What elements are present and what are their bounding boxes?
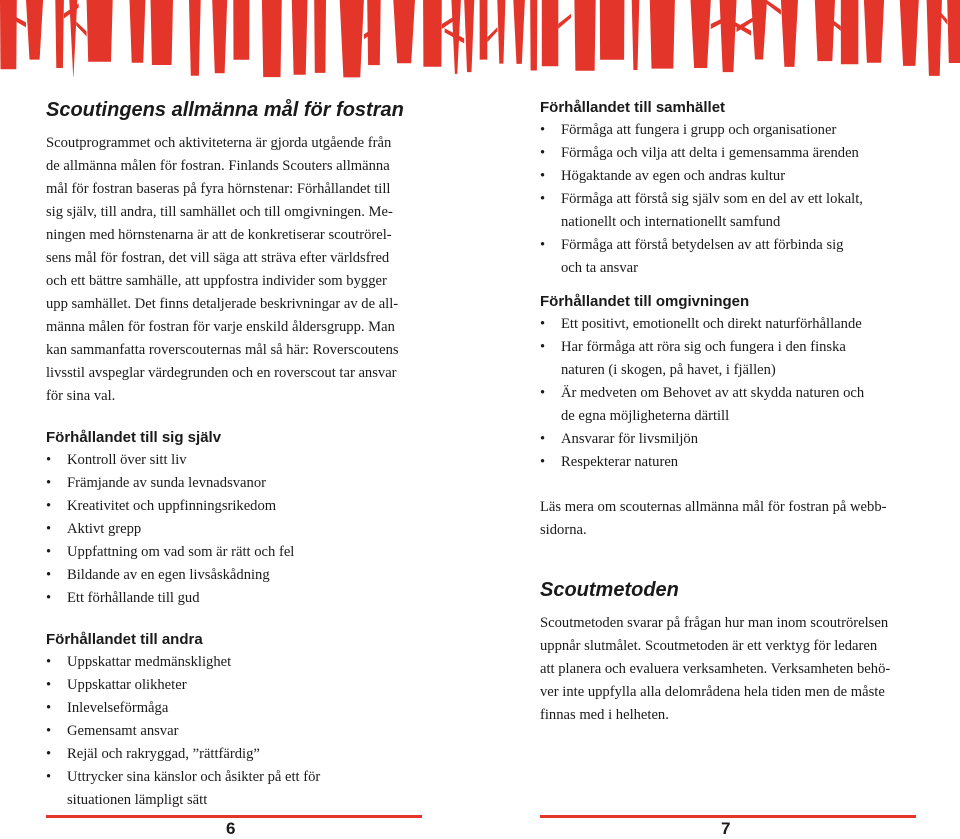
list-item-line: • Ansvarar för livsmiljön	[561, 431, 698, 447]
list-item	[540, 336, 925, 382]
list-item-line: • Uttrycker sina känslor och åsikter på ett för	[67, 769, 321, 785]
tree-trunk	[423, 0, 442, 67]
tree-trunk	[393, 0, 415, 63]
list-item	[46, 766, 426, 812]
text-line: de allmänna målen för fostran. Finlands Scouters allmänna	[46, 158, 390, 174]
list-item	[46, 674, 426, 697]
list-item	[540, 165, 925, 188]
page-number-right: 7	[721, 819, 731, 838]
tree-trunk	[815, 0, 835, 61]
tree-trunk	[340, 0, 364, 77]
tree-branch	[766, 0, 781, 15]
list-item-line: • Bildande av en egen livsåskådning	[67, 567, 270, 583]
right-page	[540, 96, 925, 727]
list-society	[540, 119, 925, 280]
text-line: upp samhället. Det finns detaljerade beskrivningar av de all-	[46, 296, 399, 312]
tree-trunk	[781, 0, 798, 67]
text-line: för sina val.	[46, 388, 116, 404]
list-item	[46, 449, 426, 472]
left-page	[46, 96, 426, 812]
list-item-line: • Har förmåga att röra sig och fungera i den finska	[561, 339, 846, 355]
list-item	[46, 697, 426, 720]
tree-trunk	[87, 0, 113, 62]
list-item	[540, 234, 925, 280]
text-line: sens mål för fostran, det vill säga att sträva efter världsfred	[46, 250, 390, 266]
tree-branch	[487, 27, 497, 42]
method-paragraph	[540, 612, 925, 727]
tree-silhouette-banner	[0, 0, 960, 80]
tree-trunk	[751, 0, 767, 60]
tree-trunk	[26, 0, 43, 60]
tree-trunk	[262, 0, 282, 77]
text-line: finnas med i helheten.	[540, 707, 669, 723]
list-item-line: • Aktivt grepp	[67, 521, 142, 537]
footer-rule-left	[46, 815, 422, 818]
tree-branch	[558, 14, 571, 29]
page-title: Scoutingens allmänna mål för fostran	[46, 99, 404, 121]
tree-trunk	[0, 0, 17, 69]
footer-rule-right	[540, 815, 916, 818]
tree-trunk	[292, 0, 308, 75]
list-self	[46, 449, 426, 610]
list-item	[46, 564, 426, 587]
tree-trunk	[864, 0, 884, 63]
list-item-line: • Gemensamt ansvar	[67, 723, 179, 739]
tree-trunk	[600, 0, 625, 60]
list-item-line: • Ett förhållande till gud	[67, 590, 200, 606]
text-line: sidorna.	[540, 522, 587, 538]
tree-trunk	[189, 0, 201, 76]
list-item	[46, 541, 426, 564]
text-line: att planera och evaluera verksamheten. Verksamheten behö-	[540, 661, 891, 677]
text-line: livsstil avspeglar värdegrunden och en roverscout tar ansvar	[46, 365, 397, 381]
list-item	[46, 720, 426, 743]
tree-trunk	[55, 0, 64, 68]
list-item-line: • Förmåga att förstå sig själv som en del av ett lokalt,	[561, 191, 863, 207]
list-item	[540, 313, 925, 336]
list-item	[540, 142, 925, 165]
list-item	[46, 472, 426, 495]
tree-trunk	[542, 0, 559, 66]
text-line: och ett bättre samhälle, att uppfostra individer som bygger	[46, 273, 387, 289]
list-item-line: • Kreativitet och uppfinningsrikedom	[67, 498, 277, 514]
tree-trunk	[650, 0, 675, 69]
list-item-line: • Uppskattar olikheter	[67, 677, 187, 693]
list-item-line: • Kontroll över sitt liv	[67, 452, 187, 468]
list-item	[46, 495, 426, 518]
text-line: mål för fostran baseras på fyra hörnstenar: Förhållandet till	[46, 181, 391, 197]
tree-trunk	[691, 0, 711, 68]
list-item-line: • Är medveten om Behovet av att skydda naturen och	[561, 385, 865, 401]
list-environment	[540, 313, 925, 474]
text-line: ningen med hörnstenarna är att de konkretiserar scoutrörel-	[46, 227, 392, 243]
tree-trunk	[632, 0, 640, 70]
tree-branch	[76, 22, 86, 37]
list-item-line: • Respekterar naturen	[561, 454, 679, 470]
intro-paragraph	[46, 132, 426, 408]
tree-trunk	[900, 0, 919, 66]
list-item	[540, 382, 925, 428]
tree-trunk	[367, 0, 381, 65]
list-item	[540, 188, 925, 234]
text-line: kan sammanfatta roverscouternas mål så här: Roverscoutens	[46, 342, 399, 358]
tree-trunk	[69, 0, 77, 77]
list-item	[46, 518, 426, 541]
text-line: männa målen för fostran för varje enskild åldersgrupp. Man	[46, 319, 395, 335]
list-item-line: • Rejäl och rakryggad, ”rättfärdig”	[67, 746, 260, 762]
list-item-line: • Främjande av sunda levnadsvanor	[67, 475, 266, 491]
list-item-line: • Inlevelseförmåga	[67, 700, 169, 716]
tree-trunk	[233, 0, 249, 60]
tree-trunk	[841, 0, 859, 64]
text-line: uppnår slutmålet. Scoutmetoden är ett verktyg för ledaren	[540, 638, 878, 654]
tree-trunk	[497, 0, 505, 64]
list-item-line: • Förmåga att fungera i grupp och organisationer	[561, 122, 837, 138]
heading-others: Förhållandet till andra	[46, 631, 203, 648]
list-item	[46, 651, 426, 674]
tree-trunk	[720, 0, 737, 72]
list-item	[540, 119, 925, 142]
list-item-line: • Ett positivt, emotionellt och direkt naturförhållande	[561, 316, 862, 332]
tree-trunk	[130, 0, 146, 63]
heading-environment: Förhållandet till omgivningen	[540, 293, 750, 310]
list-item-line: och ta ansvar	[561, 260, 638, 276]
list-item	[540, 428, 925, 451]
tree-trunk	[212, 0, 227, 73]
text-line: Scoutmetoden svarar på frågan hur man inom scoutrörelsen	[540, 615, 889, 631]
list-item-line: • Uppfattning om vad som är rätt och fel	[67, 544, 295, 560]
scoutmetoden-title: Scoutmetoden	[540, 579, 679, 601]
text-line: Scoutprogrammet och aktiviteterna är gjorda utgående från	[46, 135, 392, 151]
list-item	[46, 743, 426, 766]
list-item-line: • Förmåga att förstå betydelsen av att förbinda sig	[561, 237, 844, 253]
list-item-line: de egna möjligheterna därtill	[561, 408, 730, 424]
tree-trunk	[947, 0, 960, 63]
list-item-line: • Högaktande av egen och andras kultur	[561, 168, 786, 184]
list-others	[46, 651, 426, 812]
text-line: Läs mera om scouternas allmänna mål för fostran på webb-	[540, 499, 887, 515]
heading-society: Förhållandet till samhället	[540, 99, 726, 116]
tree-trunk	[530, 0, 537, 71]
tree-trunk	[574, 0, 595, 71]
tree-trunk	[480, 0, 488, 60]
list-item-line: naturen (i skogen, på havet, i fjällen)	[561, 362, 776, 378]
tree-trunk	[464, 0, 474, 72]
tree-trunk	[151, 0, 174, 65]
read-more-paragraph	[540, 496, 925, 542]
page-number-left: 6	[226, 819, 236, 838]
heading-self: Förhållandet till sig själv	[46, 429, 222, 446]
list-item-line: situationen lämpligt sätt	[67, 792, 208, 808]
list-item-line: nationellt och internationellt samfund	[561, 214, 781, 230]
text-line: sig själv, till andra, till samhället och till omgivningen. Me-	[46, 204, 393, 220]
list-item-line: • Förmåga och vilja att delta i gemensamma ärenden	[561, 145, 859, 161]
list-item-line: • Uppskattar medmänsklighet	[67, 654, 232, 670]
text-line: ver inte uppfylla alla delområdena hela tiden men de måste	[540, 684, 885, 700]
list-item	[540, 451, 925, 474]
tree-trunk	[314, 0, 326, 73]
tree-trunk	[513, 0, 525, 64]
list-item	[46, 587, 426, 610]
